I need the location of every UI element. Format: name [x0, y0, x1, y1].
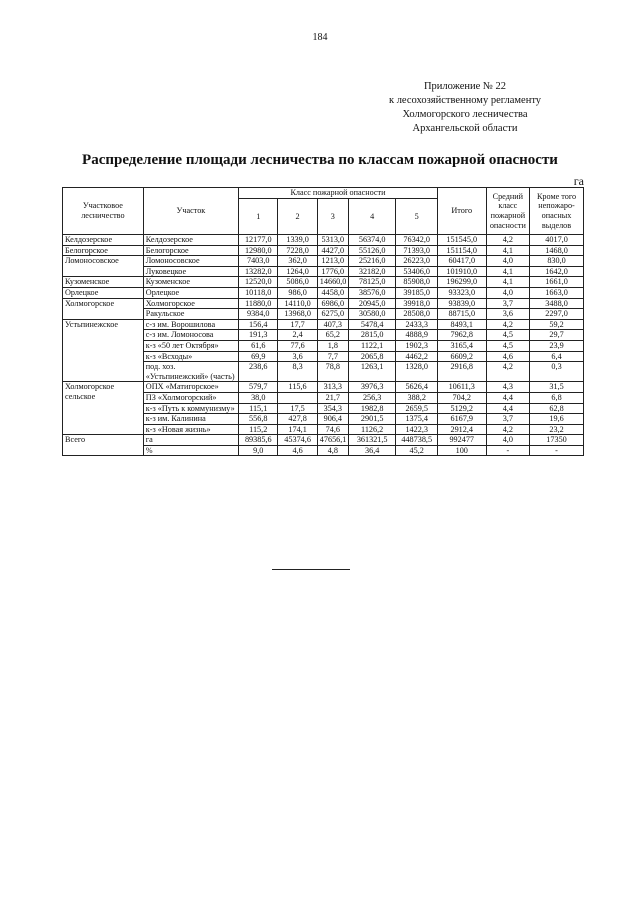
- value-cell: 25216,0: [348, 256, 396, 267]
- value-cell: 2065,8: [348, 351, 396, 362]
- value-cell: 6167,9: [437, 414, 486, 425]
- plot-cell: к-з им. Калинина: [143, 414, 238, 425]
- value-cell: 2433,3: [396, 319, 437, 330]
- table-body: [63, 235, 584, 456]
- plot-cell: га: [143, 435, 238, 446]
- value-cell: 5626,4: [396, 382, 437, 393]
- plot-cell: к-з «Путь к коммунизму»: [143, 403, 238, 414]
- district-cell: Ломоносовское: [63, 256, 144, 277]
- value-cell: 0,3: [530, 362, 584, 382]
- value-cell: 556,8: [239, 414, 278, 425]
- value-cell: 115,6: [278, 382, 317, 393]
- value-cell: 4427,0: [317, 245, 348, 256]
- value-cell: 313,3: [317, 382, 348, 393]
- value-cell: 4,1: [486, 277, 530, 288]
- value-cell: 1263,1: [348, 362, 396, 382]
- value-cell: 4,5: [486, 340, 530, 351]
- value-cell: 85908,0: [396, 277, 437, 288]
- value-cell: 14110,0: [278, 298, 317, 309]
- plot-cell: под. хоз. «Устьпинежский» (часть): [143, 362, 238, 382]
- header-plot: Участок: [143, 188, 238, 235]
- value-cell: 53406,0: [396, 266, 437, 277]
- value-cell: 78125,0: [348, 277, 396, 288]
- value-cell: 361321,5: [348, 435, 396, 446]
- value-cell: 7403,0: [239, 256, 278, 267]
- value-cell: 5129,2: [437, 403, 486, 414]
- value-cell: 354,3: [317, 403, 348, 414]
- value-cell: 1982,8: [348, 403, 396, 414]
- value-cell: 1422,3: [396, 424, 437, 435]
- district-cell: Всего: [63, 435, 144, 456]
- table-row: [63, 287, 584, 298]
- appendix-line: Холмогорского лесничества: [402, 109, 528, 120]
- header-class-4: 4: [348, 199, 396, 235]
- value-cell: 115,1: [239, 403, 278, 414]
- value-cell: 4,5: [486, 330, 530, 341]
- value-cell: 17,7: [278, 319, 317, 330]
- value-cell: 13968,0: [278, 309, 317, 320]
- value-cell: 101910,0: [437, 266, 486, 277]
- plot-cell: ПЗ «Холмогорский»: [143, 392, 238, 403]
- value-cell: 29,7: [530, 330, 584, 341]
- document-title: Распределение площади лесничества по классам пожарной опасности: [82, 152, 558, 168]
- value-cell: 156,4: [239, 319, 278, 330]
- value-cell: 32182,0: [348, 266, 396, 277]
- plot-cell: Кузоменское: [143, 277, 238, 288]
- plot-cell: Орлецкое: [143, 287, 238, 298]
- page-number: 184: [312, 32, 328, 43]
- value-cell: 65,2: [317, 330, 348, 341]
- value-cell: 45,2: [396, 445, 437, 456]
- plot-cell: Холмогорское: [143, 298, 238, 309]
- value-cell: 62,8: [530, 403, 584, 414]
- value-cell: 830,0: [530, 256, 584, 267]
- value-cell: 19,6: [530, 414, 584, 425]
- value-cell: 60417,0: [437, 256, 486, 267]
- value-cell: 986,0: [278, 287, 317, 298]
- district-cell: Устьпинежское: [63, 319, 144, 382]
- value-cell: 39918,0: [396, 298, 437, 309]
- value-cell: 1902,3: [396, 340, 437, 351]
- value-cell: 238,6: [239, 362, 278, 382]
- value-cell: 12520,0: [239, 277, 278, 288]
- value-cell: 1339,0: [278, 235, 317, 246]
- value-cell: 30580,0: [348, 309, 396, 320]
- value-cell: 4,2: [486, 235, 530, 246]
- value-cell: 4,0: [486, 435, 530, 446]
- value-cell: 71393,0: [396, 245, 437, 256]
- value-cell: 12177,0: [239, 235, 278, 246]
- value-cell: 4,4: [486, 392, 530, 403]
- value-cell: 55126,0: [348, 245, 396, 256]
- table-row: [63, 256, 584, 267]
- table-row: [63, 435, 584, 446]
- unit-label: га: [573, 174, 584, 188]
- value-cell: 2,4: [278, 330, 317, 341]
- value-cell: 4,2: [486, 362, 530, 382]
- header-class-2: 2: [278, 199, 317, 235]
- value-cell: 3,7: [486, 298, 530, 309]
- header-class-5: 5: [396, 199, 437, 235]
- value-cell: 6275,0: [317, 309, 348, 320]
- value-cell: 1663,0: [530, 287, 584, 298]
- table-row: [63, 298, 584, 309]
- fire-danger-table: [62, 187, 584, 456]
- table-row: [63, 319, 584, 330]
- value-cell: 45374,6: [278, 435, 317, 446]
- table-row: [63, 245, 584, 256]
- appendix-line: к лесохозяйственному регламенту: [388, 95, 542, 106]
- value-cell: 20945,0: [348, 298, 396, 309]
- value-cell: 9,0: [239, 445, 278, 456]
- district-cell: Орлецкое: [63, 287, 144, 298]
- value-cell: 4,3: [486, 382, 530, 393]
- value-cell: 1122,1: [348, 340, 396, 351]
- value-cell: 1,8: [317, 340, 348, 351]
- value-cell: 191,3: [239, 330, 278, 341]
- value-cell: 4,1: [486, 245, 530, 256]
- plot-cell: к-з «Новая жизнь»: [143, 424, 238, 435]
- value-cell: 1126,2: [348, 424, 396, 435]
- plot-cell: ОПХ «Матигорское»: [143, 382, 238, 393]
- value-cell: 448738,5: [396, 435, 437, 446]
- value-cell: 427,8: [278, 414, 317, 425]
- value-cell: 13282,0: [239, 266, 278, 277]
- value-cell: 17350: [530, 435, 584, 446]
- value-cell: 38576,0: [348, 287, 396, 298]
- plot-cell: Келдозерское: [143, 235, 238, 246]
- value-cell: 28508,0: [396, 309, 437, 320]
- value-cell: 1642,0: [530, 266, 584, 277]
- value-cell: 88715,0: [437, 309, 486, 320]
- value-cell: 2659,5: [396, 403, 437, 414]
- value-cell: 1776,0: [317, 266, 348, 277]
- plot-cell: к-з «50 лет Октября»: [143, 340, 238, 351]
- district-cell: Белогорское: [63, 245, 144, 256]
- district-cell: Кузоменское: [63, 277, 144, 288]
- district-cell: Холмогорское: [63, 298, 144, 319]
- value-cell: 5478,4: [348, 319, 396, 330]
- plot-cell: с-з им. Ворошилова: [143, 319, 238, 330]
- value-cell: 1661,0: [530, 277, 584, 288]
- value-cell: 56374,0: [348, 235, 396, 246]
- plot-cell: с-з им. Ломоносова: [143, 330, 238, 341]
- header-class-3: 3: [317, 199, 348, 235]
- value-cell: 12980,0: [239, 245, 278, 256]
- value-cell: 17,5: [278, 403, 317, 414]
- value-cell: 69,9: [239, 351, 278, 362]
- header-non-fire-plots: Кроме того непожаро-опасных выделов: [530, 188, 584, 235]
- value-cell: 4458,0: [317, 287, 348, 298]
- value-cell: 8493,1: [437, 319, 486, 330]
- value-cell: 579,7: [239, 382, 278, 393]
- value-cell: 3488,0: [530, 298, 584, 309]
- header-avg-class: Средний класс пожарной опасности: [486, 188, 530, 235]
- value-cell: 3,7: [486, 414, 530, 425]
- value-cell: 388,2: [396, 392, 437, 403]
- plot-cell: Луковецкое: [143, 266, 238, 277]
- table-row: [63, 235, 584, 246]
- plot-cell: Белогорское: [143, 245, 238, 256]
- value-cell: 256,3: [348, 392, 396, 403]
- value-cell: 38,0: [239, 392, 278, 403]
- value-cell: 2815,0: [348, 330, 396, 341]
- value-cell: 704,2: [437, 392, 486, 403]
- value-cell: 26223,0: [396, 256, 437, 267]
- value-cell: 4462,2: [396, 351, 437, 362]
- value-cell: 100: [437, 445, 486, 456]
- value-cell: 31,5: [530, 382, 584, 393]
- appendix-line: Приложение № 22: [423, 81, 507, 92]
- value-cell: 7,7: [317, 351, 348, 362]
- value-cell: 9384,0: [239, 309, 278, 320]
- value-cell: 23,2: [530, 424, 584, 435]
- value-cell: 10611,3: [437, 382, 486, 393]
- value-cell: 21,7: [317, 392, 348, 403]
- value-cell: 992477: [437, 435, 486, 446]
- value-cell: 6,8: [530, 392, 584, 403]
- value-cell: 5086,0: [278, 277, 317, 288]
- value-cell: 151545,0: [437, 235, 486, 246]
- value-cell: 6,4: [530, 351, 584, 362]
- closing-rule: [272, 569, 350, 570]
- value-cell: 4,0: [486, 256, 530, 267]
- value-cell: 76342,0: [396, 235, 437, 246]
- value-cell: 61,6: [239, 340, 278, 351]
- value-cell: 4,6: [486, 351, 530, 362]
- table-row: [63, 382, 584, 393]
- value-cell: 7962,8: [437, 330, 486, 341]
- value-cell: 93839,0: [437, 298, 486, 309]
- value-cell: 59,2: [530, 319, 584, 330]
- value-cell: 174,1: [278, 424, 317, 435]
- value-cell: 47656,1: [317, 435, 348, 446]
- value-cell: 2916,8: [437, 362, 486, 382]
- plot-cell: Ломоносовское: [143, 256, 238, 267]
- value-cell: 11880,0: [239, 298, 278, 309]
- value-cell: 1264,0: [278, 266, 317, 277]
- value-cell: 407,3: [317, 319, 348, 330]
- value-cell: 1468,0: [530, 245, 584, 256]
- value-cell: 2901,5: [348, 414, 396, 425]
- table-row: [63, 277, 584, 288]
- value-cell: 4,0: [486, 287, 530, 298]
- header-district: Участковое лесничество: [63, 188, 144, 235]
- value-cell: 2297,0: [530, 309, 584, 320]
- value-cell: 4,2: [486, 424, 530, 435]
- value-cell: 5313,0: [317, 235, 348, 246]
- value-cell: 14660,0: [317, 277, 348, 288]
- value-cell: 3,6: [278, 351, 317, 362]
- value-cell: 4,4: [486, 403, 530, 414]
- value-cell: 6609,2: [437, 351, 486, 362]
- header-class-1: 1: [239, 199, 278, 235]
- value-cell: 4017,0: [530, 235, 584, 246]
- district-cell: Келдозерское: [63, 235, 144, 246]
- value-cell: 196299,0: [437, 277, 486, 288]
- value-cell: 151154,0: [437, 245, 486, 256]
- value-cell: 36,4: [348, 445, 396, 456]
- value-cell: 4888,9: [396, 330, 437, 341]
- value-cell: 3165,4: [437, 340, 486, 351]
- plot-cell: к-з «Всходы»: [143, 351, 238, 362]
- value-cell: 362,0: [278, 256, 317, 267]
- value-cell: 4,2: [486, 319, 530, 330]
- value-cell: 906,4: [317, 414, 348, 425]
- district-cell: Холмогорское сельское: [63, 382, 144, 435]
- plot-cell: %: [143, 445, 238, 456]
- value-cell: 89385,6: [239, 435, 278, 446]
- value-cell: 74,6: [317, 424, 348, 435]
- value-cell: 1375,4: [396, 414, 437, 425]
- value-cell: 6986,0: [317, 298, 348, 309]
- value-cell: -: [530, 445, 584, 456]
- value-cell: 4,8: [317, 445, 348, 456]
- value-cell: 93323,0: [437, 287, 486, 298]
- value-cell: 3976,3: [348, 382, 396, 393]
- value-cell: -: [486, 445, 530, 456]
- value-cell: 4,1: [486, 266, 530, 277]
- value-cell: 115,2: [239, 424, 278, 435]
- value-cell: 10118,0: [239, 287, 278, 298]
- value-cell: 2912,4: [437, 424, 486, 435]
- appendix-line: Архангельской области: [412, 123, 518, 134]
- value-cell: 78,8: [317, 362, 348, 382]
- value-cell: 23,9: [530, 340, 584, 351]
- value-cell: 3,6: [486, 309, 530, 320]
- value-cell: 4,6: [278, 445, 317, 456]
- value-cell: 7228,0: [278, 245, 317, 256]
- value-cell: 8,3: [278, 362, 317, 382]
- appendix-header: [340, 80, 590, 136]
- value-cell: 77,6: [278, 340, 317, 351]
- header-class-group: Класс пожарной опасности: [239, 188, 438, 199]
- value-cell: 1328,0: [396, 362, 437, 382]
- value-cell: 39185,0: [396, 287, 437, 298]
- value-cell: 1213,0: [317, 256, 348, 267]
- header-total: Итого: [437, 188, 486, 235]
- value-cell: [278, 392, 317, 403]
- plot-cell: Ракульское: [143, 309, 238, 320]
